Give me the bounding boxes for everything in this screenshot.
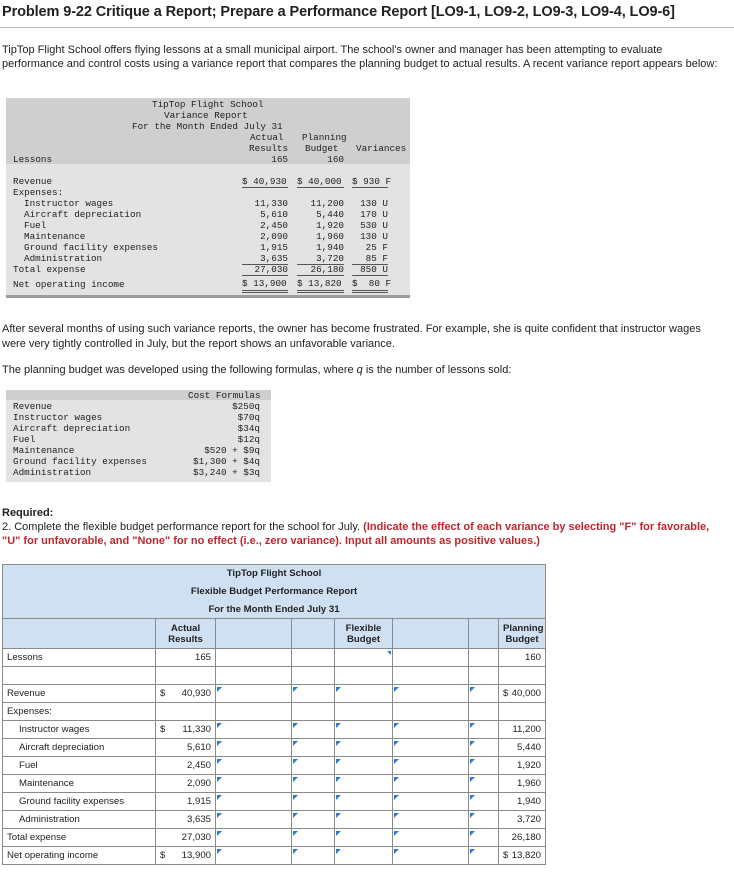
variance-input[interactable]	[216, 757, 292, 775]
revenue-label: Revenue	[13, 176, 53, 187]
expense-plan: 3,720	[316, 253, 344, 264]
dollar-sign: $	[160, 850, 166, 861]
formula-value: $3,240 + $3q	[193, 467, 260, 478]
spacer-cell	[469, 667, 499, 685]
expense-label: Aircraft depreciation	[3, 739, 156, 757]
rule	[352, 187, 388, 188]
lessons-plan: 160	[499, 649, 546, 667]
col-actual-2: Results	[168, 633, 203, 645]
revenue-activity-variance-input[interactable]	[216, 685, 292, 703]
total-expense-label: Total expense	[3, 829, 156, 847]
net-operating-income-plan: $ 13,820	[297, 278, 342, 289]
col-variances: Variances	[356, 143, 407, 154]
expense-label: Fuel	[24, 220, 47, 231]
report-company-name: TipTop Flight School	[3, 565, 546, 583]
header-cell	[292, 619, 335, 649]
lessons-flexible-input[interactable]	[335, 649, 393, 667]
expense-label: Aircraft depreciation	[24, 209, 142, 220]
spacer-cell	[335, 667, 393, 685]
variance-input[interactable]	[216, 739, 292, 757]
blank-cell	[393, 703, 469, 721]
expense-actual: 5,610	[156, 739, 216, 757]
noi-actual-value: 13,900	[181, 850, 211, 861]
blank-cell	[216, 703, 292, 721]
col-actual-1: Actual	[250, 132, 284, 143]
revenue-plan: $ 40,000	[297, 176, 342, 187]
report-subtitle: Flexible Budget Performance Report	[3, 583, 546, 601]
blank-cell	[156, 703, 216, 721]
expense-label: Fuel	[3, 757, 156, 775]
col-actual-1: Actual	[170, 622, 201, 634]
formula-value: $250q	[232, 401, 260, 412]
expense-plan: 1,920	[316, 220, 344, 231]
net-operating-income-actual: $ 13,900	[242, 278, 287, 289]
col-plan-1: Planning	[302, 132, 347, 143]
formula-value: $12q	[237, 434, 260, 445]
lessons-label: Lessons	[3, 649, 156, 667]
variable-q: q	[356, 364, 363, 376]
expense-actual: 3,635	[260, 253, 288, 264]
dollar-sign: $	[503, 688, 509, 699]
variance-input[interactable]	[216, 775, 292, 793]
rule	[242, 187, 288, 188]
expense-variance: 85 F	[365, 253, 388, 264]
col-plan-1: Planning	[503, 622, 544, 634]
report-period: For the Month Ended July 31	[3, 601, 546, 619]
total-expense-plan: 26,180	[499, 829, 546, 847]
spacer-cell	[393, 667, 469, 685]
paragraph-text: is the number of lessons sold:	[362, 364, 512, 376]
total-expense-label: Total expense	[13, 264, 86, 275]
variance-report	[6, 98, 410, 298]
problem-title: Problem 9-22 Critique a Report; Prepare a Performance Report [LO9-1, LO9-2, LO9-3, LO9-4, LO9-6]	[2, 4, 675, 20]
expense-label: Administration	[24, 253, 103, 264]
variance-input[interactable]	[393, 829, 469, 847]
formula-value: $1,300 + $4q	[193, 456, 260, 467]
revenue-actual	[156, 685, 216, 703]
col-flex-1: Flexible	[345, 622, 382, 634]
dollar-sign: $	[160, 724, 166, 735]
expense-actual: 1,915	[260, 242, 288, 253]
variance-input[interactable]	[393, 775, 469, 793]
formula-label: Instructor wages	[13, 412, 103, 423]
variance-input[interactable]	[393, 811, 469, 829]
col-flex-2: Budget	[346, 633, 381, 645]
flexible-budget-input[interactable]	[335, 793, 393, 811]
formula-label: Aircraft depreciation	[13, 423, 131, 434]
variance-select[interactable]	[292, 811, 335, 829]
blank-cell	[292, 649, 335, 667]
rule	[352, 290, 388, 293]
net-operating-income-label: Net operating income	[13, 279, 125, 290]
required-instruction-note: (Indicate the effect of each variance by selecting "F" for favorable, "U" for unfavorable, and "None" for no effect (i.e., zero variance). Input all amounts as positive values.)	[2, 521, 710, 547]
blank-cell	[335, 703, 393, 721]
formula-label: Administration	[13, 467, 92, 478]
blank-cell	[499, 703, 546, 721]
formula-label: Revenue	[13, 401, 53, 412]
header-cell	[469, 619, 499, 649]
required-instructions	[2, 520, 727, 548]
lessons-actual: 165	[156, 649, 216, 667]
spacer-cell	[499, 667, 546, 685]
variance-select[interactable]	[292, 775, 335, 793]
formula-value: $70q	[237, 412, 260, 423]
expense-label: Ground facility expenses	[24, 242, 158, 253]
flexible-budget-input[interactable]	[335, 775, 393, 793]
expense-actual: 2,450	[260, 220, 288, 231]
formula-value: $34q	[237, 423, 260, 434]
header-cell	[216, 619, 292, 649]
dollar-sign: $	[503, 850, 509, 861]
expense-actual: 11,330	[254, 198, 288, 209]
variance-input[interactable]	[216, 811, 292, 829]
expense-label: Maintenance	[3, 775, 156, 793]
expense-variance: 25 F	[365, 242, 388, 253]
noi-plan-value: 13,820	[511, 850, 541, 861]
formula-value: $520 + $9q	[204, 445, 260, 456]
variance-select[interactable]	[469, 829, 499, 847]
expense-actual-value: 11,330	[182, 724, 211, 735]
required-text: 2. Complete the flexible budget performance report for the school for July.	[2, 521, 364, 533]
revenue-spending-variance-select[interactable]	[469, 685, 499, 703]
expense-label: Ground facility expenses	[3, 793, 156, 811]
expense-actual: 1,915	[156, 793, 216, 811]
expense-plan: 3,720	[499, 811, 546, 829]
revenue-actual: $ 40,930	[242, 176, 287, 187]
expense-label: Instructor wages	[3, 721, 156, 739]
required-heading: Required:	[2, 507, 54, 519]
revenue-flexible-budget-input[interactable]	[335, 685, 393, 703]
rule	[297, 187, 344, 188]
formula-label: Ground facility expenses	[13, 456, 147, 467]
header-cell	[393, 619, 469, 649]
spacer-cell	[156, 667, 216, 685]
variance-input[interactable]	[216, 847, 292, 865]
col-plan-2: Budget	[505, 633, 539, 645]
paragraph-formulas-intro	[2, 364, 727, 376]
col-actual-results	[156, 619, 216, 649]
total-expense-plan: 26,180	[310, 264, 344, 275]
variance-input[interactable]	[393, 739, 469, 757]
variance-select[interactable]	[292, 793, 335, 811]
expense-plan: 5,440	[316, 209, 344, 220]
blank-cell	[469, 703, 499, 721]
report-company-name: TipTop Flight School	[152, 99, 264, 110]
blank-cell	[469, 649, 499, 667]
expense-variance: 530 U	[360, 220, 388, 231]
cost-formulas	[6, 390, 271, 482]
cost-formulas-heading: Cost Formulas	[188, 390, 261, 401]
rule	[297, 275, 344, 276]
variance-select[interactable]	[292, 847, 335, 865]
report-subtitle: Variance Report	[164, 110, 248, 121]
variance-input[interactable]	[393, 721, 469, 739]
lessons-actual: 165	[271, 154, 288, 165]
expense-actual	[156, 721, 216, 739]
expense-plan: 5,440	[499, 739, 546, 757]
flexible-budget-input[interactable]	[335, 757, 393, 775]
variance-select[interactable]	[292, 829, 335, 847]
expense-plan: 1,940	[499, 793, 546, 811]
flexible-budget-input[interactable]	[335, 739, 393, 757]
revenue-plan	[499, 685, 546, 703]
expense-variance: 170 U	[360, 209, 388, 220]
expenses-label: Expenses:	[13, 187, 64, 198]
rule	[297, 290, 344, 293]
paragraph-text: The planning budget was developed using the following formulas, where	[2, 364, 357, 376]
revenue-variance: $ 930 F	[352, 176, 392, 187]
variance-input[interactable]	[393, 793, 469, 811]
expense-label: Administration	[3, 811, 156, 829]
rule	[352, 275, 388, 276]
revenue-label: Revenue	[3, 685, 156, 703]
expense-actual: 2,450	[156, 757, 216, 775]
rule	[242, 290, 288, 293]
lessons-plan: 160	[327, 154, 344, 165]
net-operating-income-label: Net operating income	[3, 847, 156, 865]
col-planning-budget	[499, 619, 546, 649]
total-expense-actual: 27,030	[156, 829, 216, 847]
revenue-actual-value: 40,930	[181, 688, 211, 699]
formula-label: Maintenance	[13, 445, 75, 456]
variance-input[interactable]	[216, 721, 292, 739]
revenue-spending-variance-input[interactable]	[393, 685, 469, 703]
variance-input[interactable]	[393, 847, 469, 865]
formula-label: Fuel	[13, 434, 36, 445]
report-period: For the Month Ended July 31	[132, 121, 283, 132]
header-cell	[3, 619, 156, 649]
revenue-plan-value: 40,000	[511, 688, 541, 699]
flexible-budget-input[interactable]	[335, 847, 393, 865]
expense-plan: 1,920	[499, 757, 546, 775]
variance-select[interactable]	[292, 739, 335, 757]
variance-select[interactable]	[469, 739, 499, 757]
variance-select[interactable]	[469, 775, 499, 793]
total-expense-variance: 850 U	[360, 264, 388, 275]
expense-plan: 1,960	[499, 775, 546, 793]
variance-select[interactable]	[292, 721, 335, 739]
net-operating-income-variance: $ 80 F	[352, 278, 392, 289]
expense-label: Maintenance	[24, 231, 86, 242]
variance-input[interactable]	[216, 793, 292, 811]
blank-cell	[292, 703, 335, 721]
net-operating-income-plan	[499, 847, 546, 865]
lessons-label: Lessons	[13, 154, 53, 165]
expense-variance: 130 U	[360, 198, 388, 209]
expenses-label: Expenses:	[3, 703, 156, 721]
variance-input[interactable]	[393, 757, 469, 775]
col-flexible-budget	[335, 619, 393, 649]
expense-label: Instructor wages	[24, 198, 114, 209]
expense-actual: 2,090	[260, 231, 288, 242]
title-divider	[0, 27, 734, 28]
col-actual-2: Results	[249, 143, 289, 154]
flexible-budget-input[interactable]	[335, 811, 393, 829]
revenue-activity-variance-select[interactable]	[292, 685, 335, 703]
spacer-cell	[3, 667, 156, 685]
total-expense-actual: 27,030	[254, 264, 288, 275]
paragraph-frustration: After several months of using such variance reports, the owner has become frustrated. For example, she is quite confident that instructor wages were very tightly controlled in July, but the report shows an unfavorable variance.	[2, 323, 701, 350]
variance-input[interactable]	[216, 829, 292, 847]
intro-paragraph: TipTop Flight School offers flying lessons at a small municipal airport. The school's owner and manager has been attempting to evaluate performance and control costs using a variance report that compares the planning budget to actual results. A recent variance report appears below:	[2, 44, 718, 70]
expense-plan: 11,200	[310, 198, 344, 209]
rule	[242, 275, 288, 276]
variance-select[interactable]	[469, 793, 499, 811]
spacer-cell	[292, 667, 335, 685]
expense-plan: 1,940	[316, 242, 344, 253]
variance-select[interactable]	[292, 757, 335, 775]
variance-select[interactable]	[469, 811, 499, 829]
expense-actual: 2,090	[156, 775, 216, 793]
variance-select[interactable]	[469, 721, 499, 739]
flexible-budget-input[interactable]	[335, 721, 393, 739]
flexible-budget-performance-report	[2, 564, 546, 865]
expense-plan: 1,960	[316, 231, 344, 242]
expense-actual: 3,635	[156, 811, 216, 829]
variance-select[interactable]	[469, 757, 499, 775]
expense-plan: 11,200	[499, 721, 546, 739]
blank-cell	[216, 649, 292, 667]
spacer-cell	[216, 667, 292, 685]
expense-actual: 5,610	[260, 209, 288, 220]
flexible-budget-input[interactable]	[335, 829, 393, 847]
col-plan-2: Budget	[305, 143, 339, 154]
dollar-sign: $	[160, 688, 166, 699]
variance-select[interactable]	[469, 847, 499, 865]
net-operating-income-actual	[156, 847, 216, 865]
expense-variance: 130 U	[360, 231, 388, 242]
blank-cell	[393, 649, 469, 667]
